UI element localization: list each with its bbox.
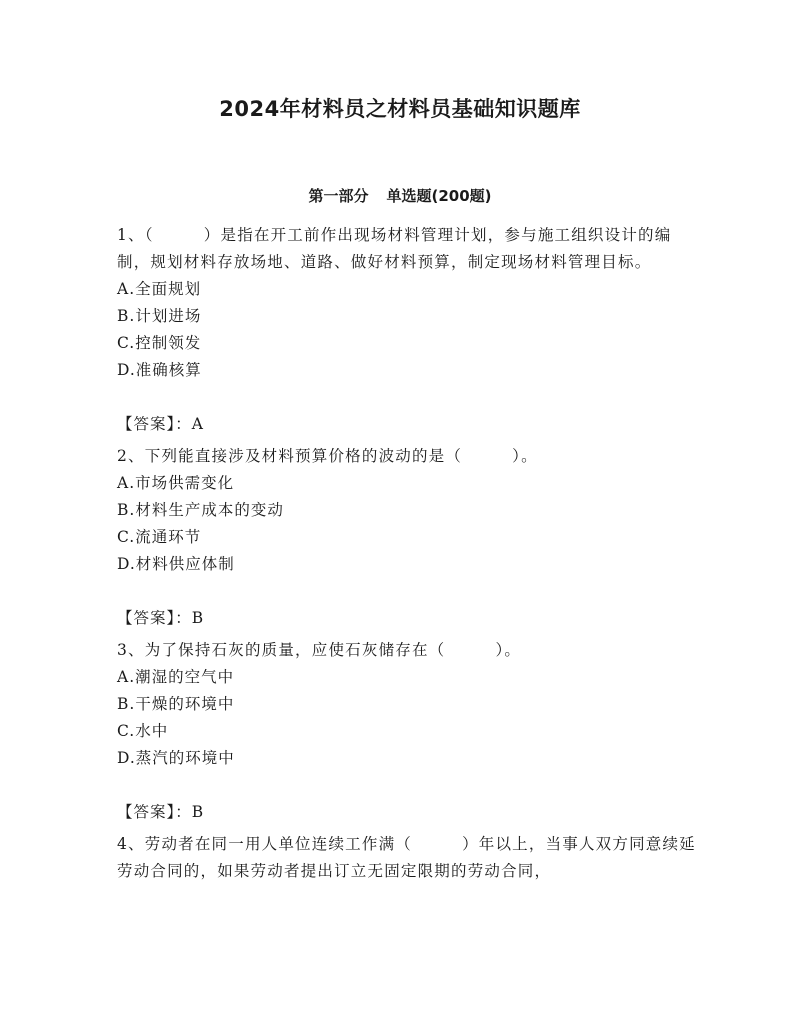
question-stem: 1、（ ）是指在开工前作出现场材料管理计划，参与施工组织设计的编制，规划材料存放场地、道路、做好材料预算，制定现场材料管理目标。 [117, 226, 672, 271]
question-3 [117, 637, 697, 831]
option-a: A.市场供需变化 [117, 474, 235, 492]
option-b: B.干燥的环境中 [117, 695, 235, 713]
option-d: D.蒸汽的环境中 [117, 749, 235, 767]
option-d: D.材料供应体制 [117, 555, 235, 573]
answer-line: 【答案】：B [117, 609, 205, 627]
option-d: D.准确核算 [117, 361, 202, 379]
document-title: 2024年材料员之材料员基础知识题库 [219, 97, 581, 121]
question-list [117, 222, 697, 885]
question-stem: 4、劳动者在同一用人单位连续工作满（ ）年以上，当事人双方同意续延劳动合同的，如果劳动者提出订立无固定限期的劳动合同， [117, 835, 696, 880]
option-b: B.计划进场 [117, 307, 202, 325]
question-stem: 3、为了保持石灰的质量，应使石灰储存在（ ）。 [117, 641, 522, 659]
option-c: C.水中 [117, 722, 169, 740]
question-1 [117, 222, 697, 443]
question-4 [117, 831, 697, 885]
option-a: A.潮湿的空气中 [117, 668, 235, 686]
section-name: 单选题(200题) [386, 187, 492, 205]
option-b: B.材料生产成本的变动 [117, 501, 284, 519]
answer-line: 【答案】：B [117, 803, 205, 821]
section-part: 第一部分 [308, 187, 369, 205]
option-c: C.流通环节 [117, 528, 202, 546]
question-stem: 2、下列能直接涉及材料预算价格的波动的是（ ）。 [117, 447, 538, 465]
option-a: A.全面规划 [117, 280, 202, 298]
section-heading [0, 184, 800, 208]
answer-line: 【答案】：A [117, 415, 204, 433]
question-2 [117, 443, 697, 637]
option-c: C.控制领发 [117, 334, 202, 352]
